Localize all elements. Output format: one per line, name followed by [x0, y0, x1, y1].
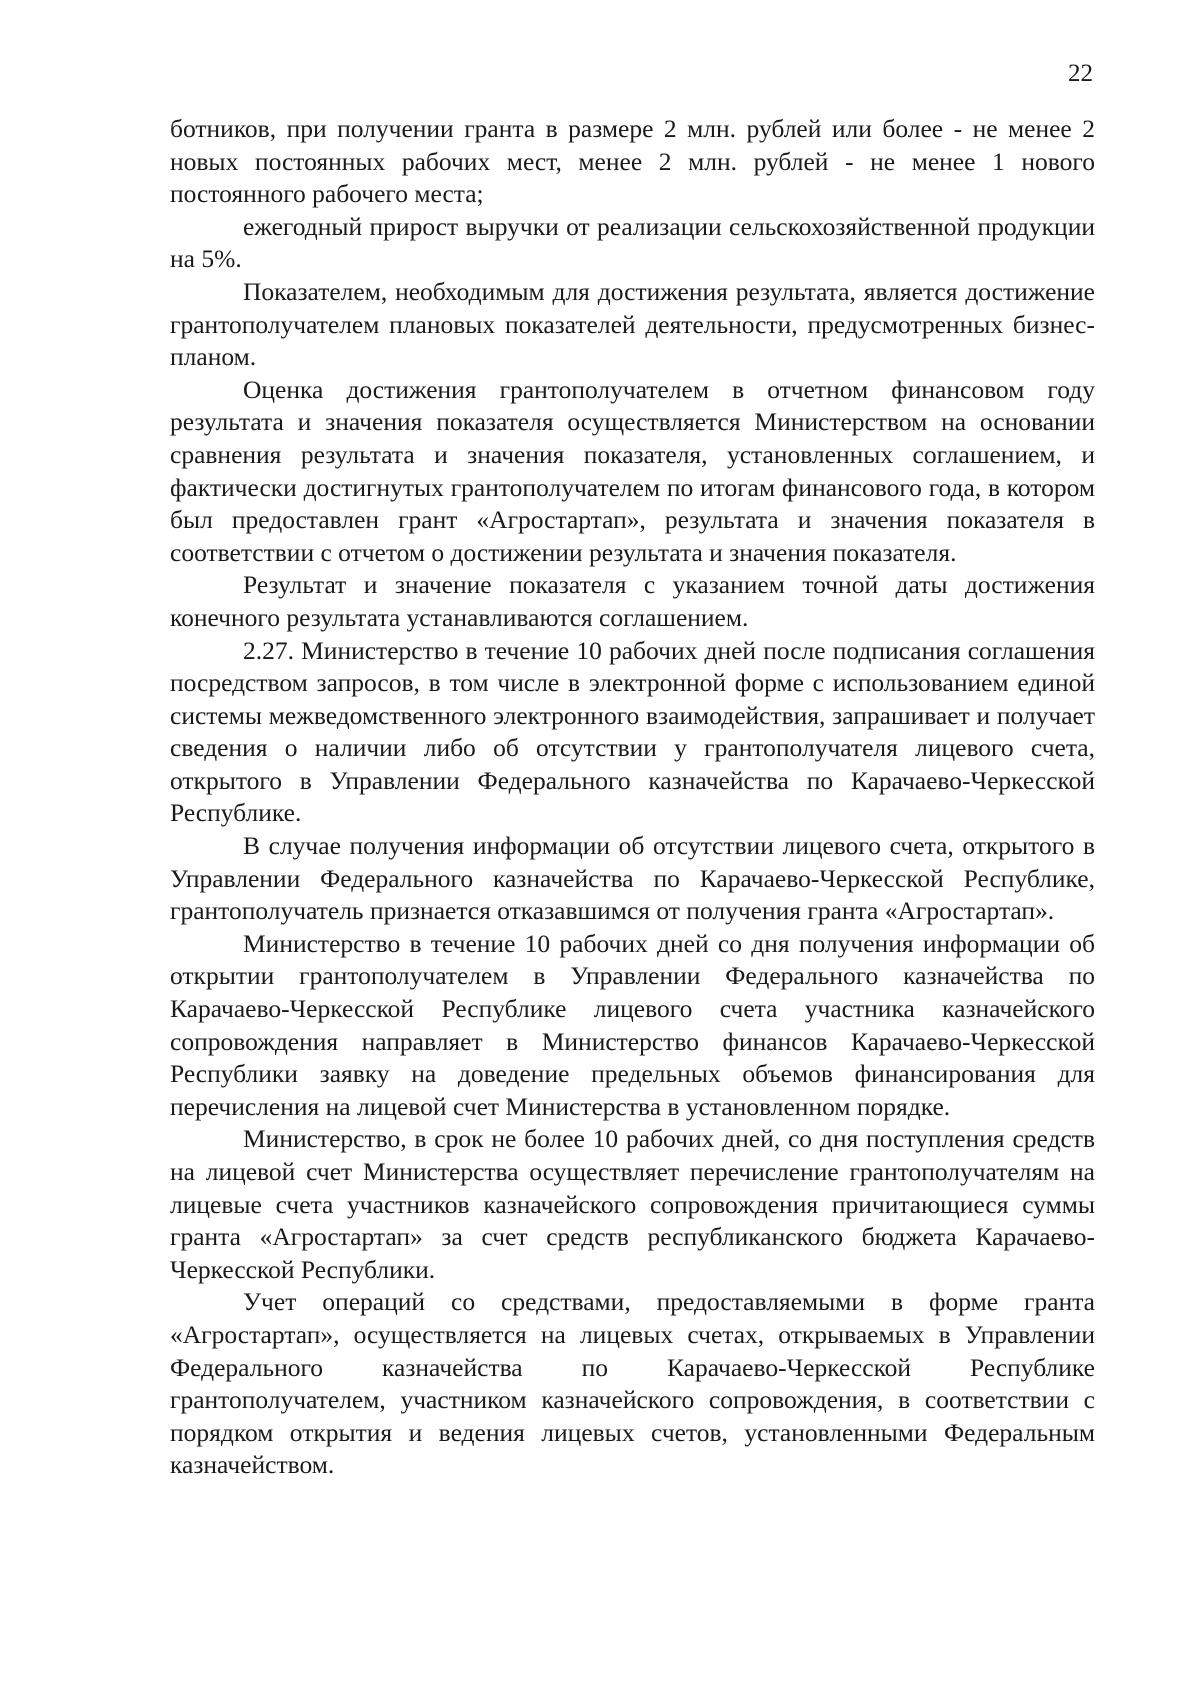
document-body [170, 113, 1095, 1482]
paragraph-3: Показателем, необходимым для достижения результата, является достижение грантополучателем плановых показателей деятельности, предусмотренных бизнес-планом. [170, 276, 1095, 372]
paragraph-7: В случае получения информации об отсутствии лицевого счета, открытого в Управлении Федерального казначейства по Карачаево-Черкесской Республике, грантополучатель признается отказавшимся от получения гранта «Агростартап». [170, 831, 1095, 926]
paragraph-8: Министерство в течение 10 рабочих дней со дня получения информации об открытии грантополучателем в Управлении Федерального казначейства по Карачаево-Черкесской Республике лицевого счета участника казначейского сопровождения направляет в Министерство финансов Карачаево-Черкесской Республики заявку на доведение предельных объемов финансирования для перечисления на лицевой счет Министерства в установленном порядке. [170, 928, 1095, 1121]
paragraph-4: Оценка достижения грантополучателем в отчетном финансовом году результата и значения показателя осуществляется Министерством на основании сравнения результата и значения показателя, установленных соглашением, и фактически достигнутых грантополучателем по итогам финансового года, в котором был предоставлен грант «Агростартап», результата и значения показателя в соответствии с отчетом о достижении результата и значения показателя. [170, 374, 1095, 567]
paragraph-6: 2.27. Министерство в течение 10 рабочих дней после подписания соглашения посредством запросов, в том числе в электронной форме с использованием единой системы межведомственного электронного взаимодействия, запрашивает и получает сведения о наличии либо об отсутствии у грантополучателя лицевого счета, открытого в Управлении Федерального казначейства по Карачаево-Черкесской Республике. [170, 635, 1095, 828]
paragraph-2: ежегодный прирост выручки от реализации сельскохозяйственной продукции на 5%. [170, 211, 1095, 274]
paragraph-5: Результат и значение показателя с указанием точной даты достижения конечного результата устанавливаются соглашением. [170, 570, 1095, 632]
paragraph-10: Учет операций со средствами, предоставляемыми в форме гранта «Агростартап», осуществляется на лицевых счетах, открываемых в Управлении Федерального казначейства по Карачаево-Черкесской Республике грантополучателем, участником казначейского сопровождения, в соответствии с порядком открытия и ведения лицевых счетов, установленными Федеральным казначейством. [170, 1287, 1095, 1480]
paragraph-1: ботников, при получении гранта в размере 2 млн. рублей или более - не менее 2 новых постоянных рабочих мест, менее 2 млн. рублей - не менее 1 нового постоянного рабочего места; [170, 114, 1095, 209]
paragraph-9: Министерство, в срок не более 10 рабочих дней, со дня поступления средств на лицевой счет Министерства осуществляет перечисление грантополучателям на лицевые счета участников казначейского сопровождения причитающиеся суммы гранта «Агростартап» за счет средств республиканского бюджета Карачаево-Черкесской Республики. [170, 1124, 1095, 1284]
page-number: 22 [1068, 60, 1093, 87]
